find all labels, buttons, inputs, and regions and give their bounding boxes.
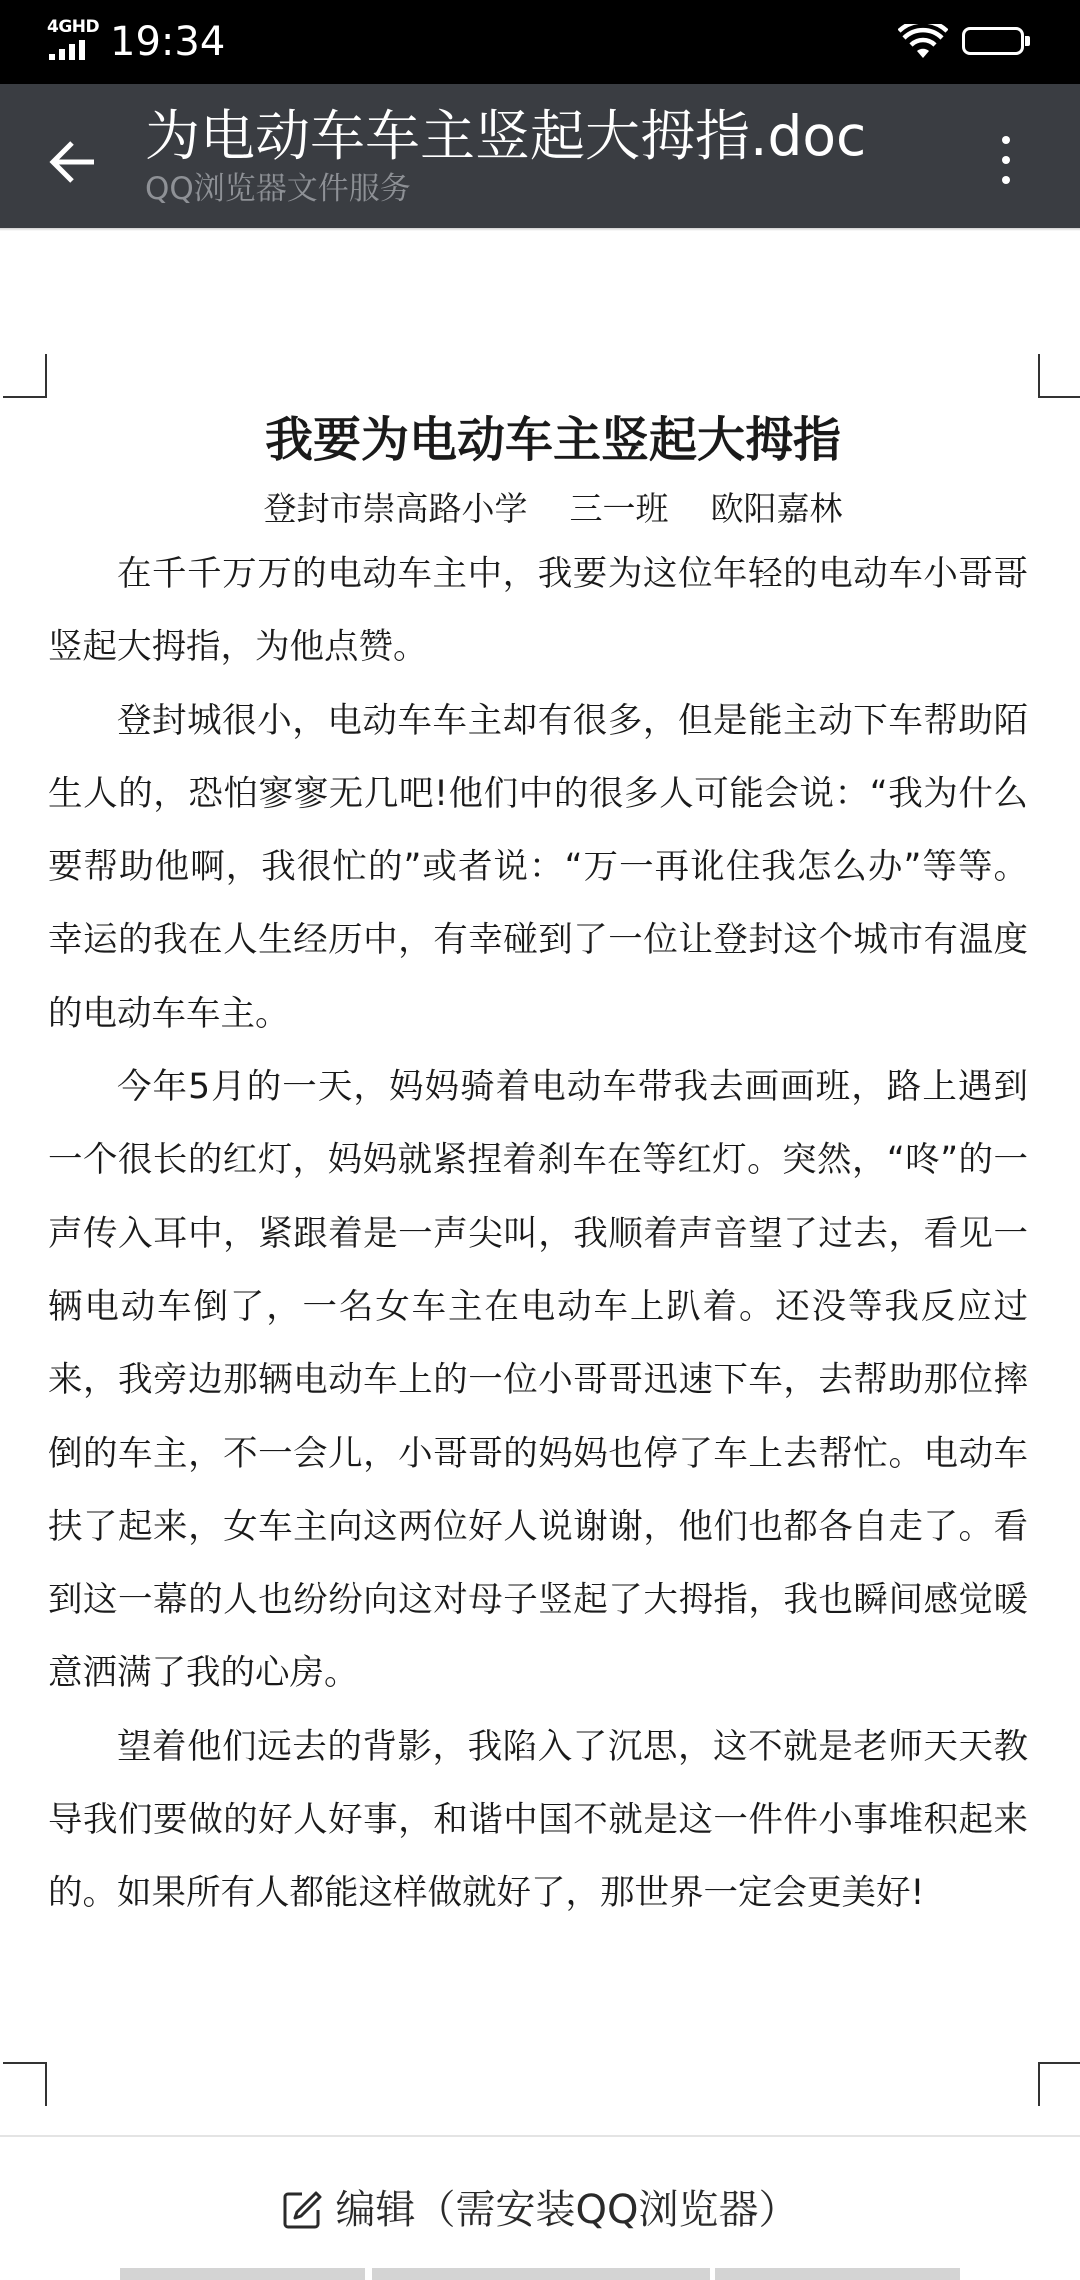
essay-paragraph: 今年5月的一天，妈妈骑着电动车带我去画画班，路上遇到一个很长的红灯，妈妈就紧捏着刹车在等红灯。突然，“咚”的一声传入耳中，紧跟着是一声尖叫，我顺着声音望了过去，看见一辆电动车倒了，一名女车主在电动车上趴着。还没等我反应过来，我旁边那辆电动车上的一位小哥哥迅速下车，去帮助那位摔倒的车主，不一会儿，小哥哥的妈妈也停了车上去帮忙。电动车扶了起来，女车主向这两位好人说谢谢，他们也都各自走了。看到这一幕的人也纷纷向这对母子竖起了大拇指，我也瞬间感觉暖意洒满了我的心房。: [48, 1067, 1028, 1694]
page-indicator: [0, 2268, 1080, 2280]
more-dots-icon: [1002, 136, 1010, 144]
more-options-button[interactable]: [976, 118, 1036, 202]
document-page: [48, 400, 1028, 1931]
network-indicator: [47, 18, 99, 60]
edit-icon: [282, 2190, 322, 2230]
status-time: 19:34: [110, 19, 226, 65]
essay-title: 我要为电动车主竖起大拇指: [264, 412, 841, 468]
essay-paragraph: 望着他们远去的背影，我陷入了沉思，这不就是老师天天教导我们要做的好人好事，和谐中国不就是这一件件小事堆积起来的。如果所有人都能这样做就好了，那世界一定会更美好!: [48, 1726, 1028, 1914]
document-source-subtitle: QQ浏览器文件服务: [145, 171, 411, 207]
essay-paragraph: 在千千万万的电动车主中，我要为这位年轻的电动车小哥哥竖起大拇指，为他点赞。: [48, 554, 1028, 668]
edit-button[interactable]: [0, 2170, 1080, 2250]
edit-button-label: 编辑（需安装QQ浏览器）: [335, 2187, 799, 2233]
battery-level: 99: [981, 31, 1005, 51]
essay-byline: 登封市崇高路小学 三一班 欧阳嘉林: [263, 489, 843, 528]
network-type-label: 4GHD: [47, 17, 100, 37]
document-title: 为电动车车主竖起大拇指.doc: [145, 104, 867, 168]
app-bar: [0, 84, 1080, 228]
bottom-divider: [0, 2135, 1080, 2137]
status-bar: [0, 0, 1080, 84]
essay-body: [48, 538, 1028, 1931]
battery-icon: [962, 27, 1024, 55]
signal-icon: [49, 40, 95, 60]
page-corner-mark: [1038, 354, 1080, 398]
page-corner-mark: [3, 2062, 47, 2106]
back-arrow-icon: [48, 140, 96, 184]
page-corner-mark: [1038, 2062, 1080, 2106]
page-corner-mark: [3, 354, 47, 398]
essay-paragraph: 登封城很小，电动车车主却有很多，但是能主动下车帮助陌生人的，恐怕寥寥无几吧!他们中的很多人可能会说：“我为什么要帮助他啊，我很忙的”或者说：“万一再讹住我怎么办”等等。幸运的我在人生经历中，有幸碰到了一位让登封这个城市有温度的电动车车主。: [48, 700, 1028, 1034]
back-button[interactable]: [30, 120, 114, 204]
wifi-icon: [898, 24, 948, 60]
